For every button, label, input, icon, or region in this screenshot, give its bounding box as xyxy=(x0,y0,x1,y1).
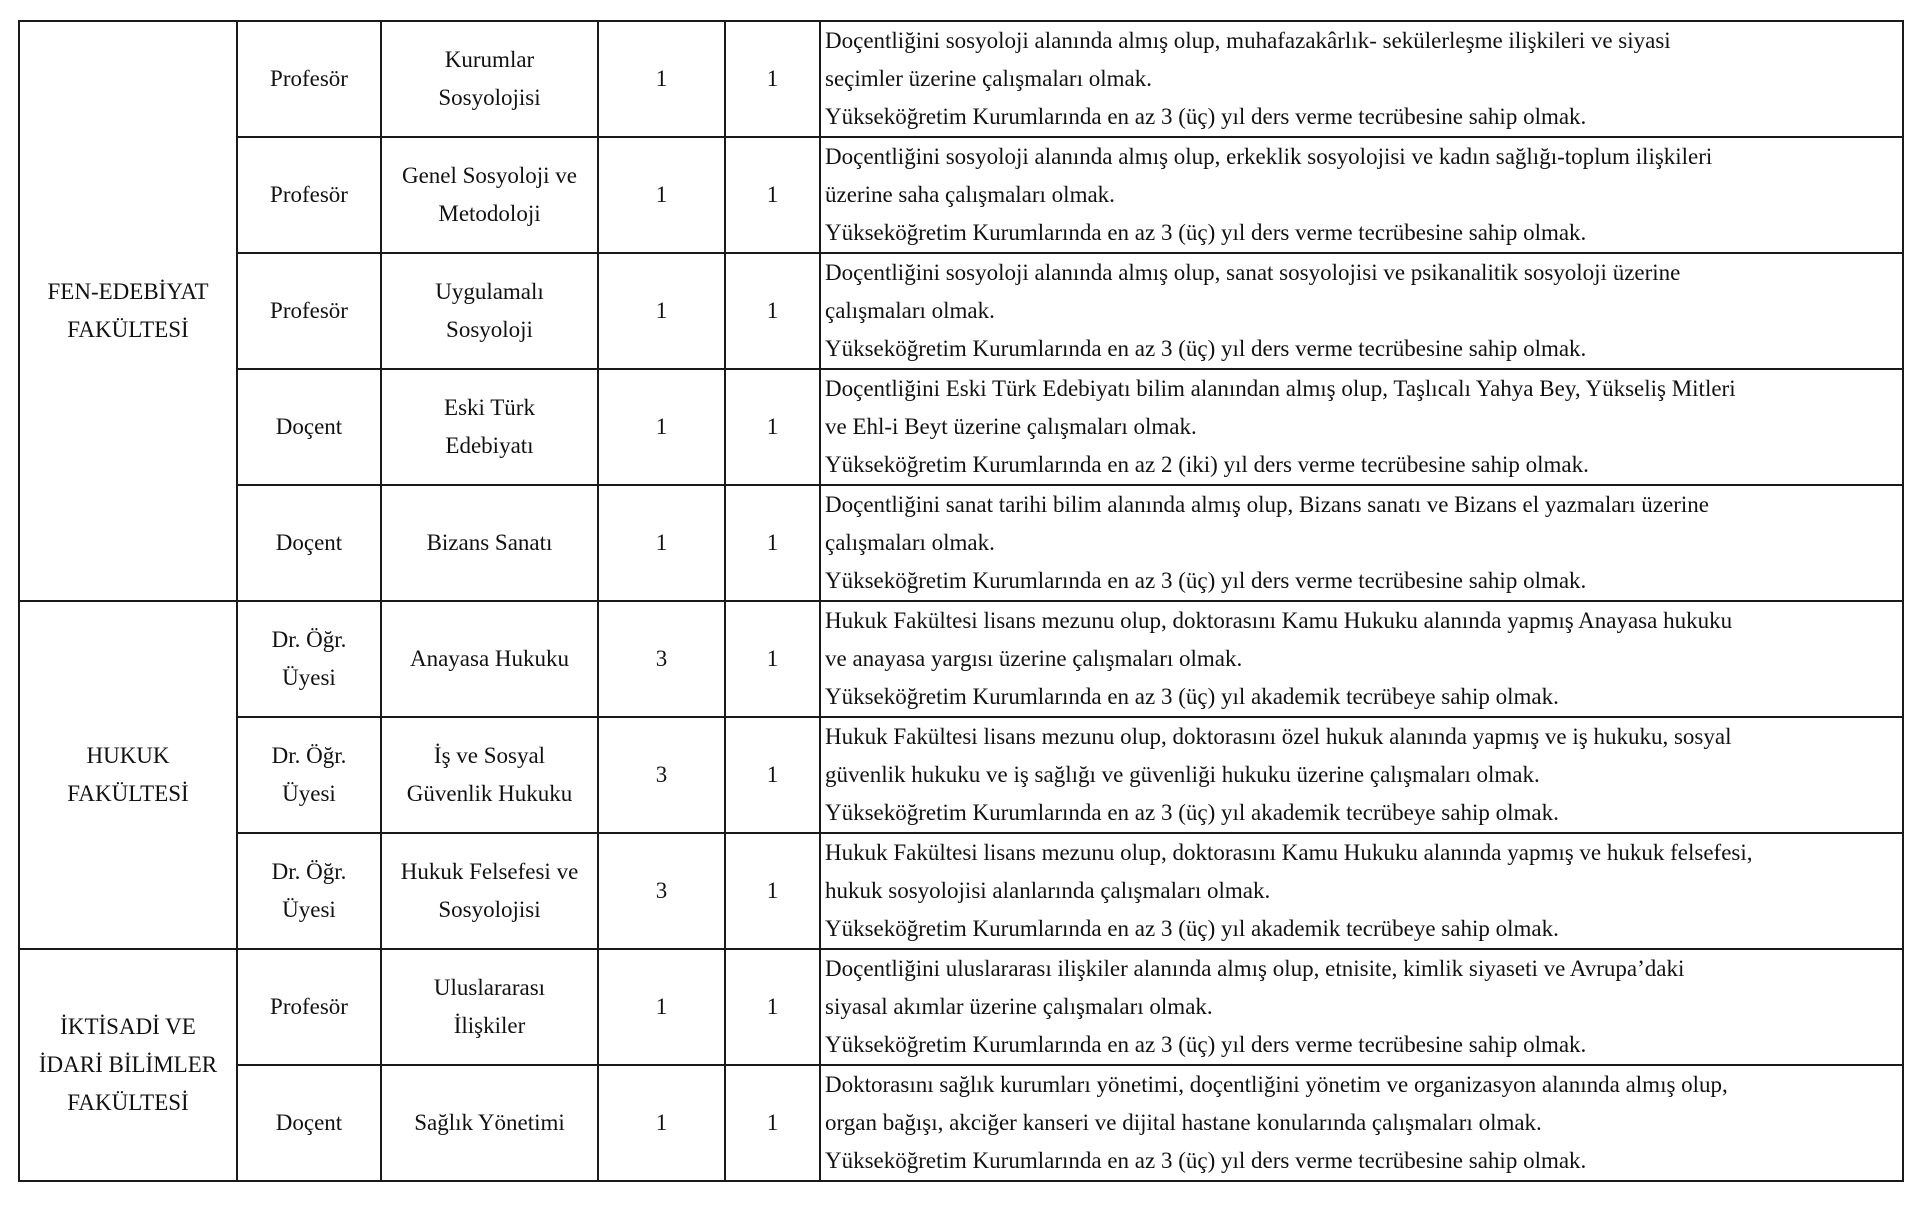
requirement-line: Doçentliğini sosyoloji alanında almış olup, muhafazakârlık- sekülerleşme ilişkileri ve siyasi xyxy=(825,28,1671,53)
academic-title-cell xyxy=(237,21,381,137)
position-row xyxy=(19,1065,1903,1181)
requirement-line: Yükseköğretim Kurumlarında en az 3 (üç) yıl akademik tecrübeye sahip olmak. xyxy=(825,800,1559,825)
requirements-cell xyxy=(820,369,1903,485)
academic-title-line: Doçent xyxy=(275,414,343,439)
academic-title-cell xyxy=(237,717,381,833)
count-cell-b: 1 xyxy=(725,717,820,833)
department-cell xyxy=(381,601,598,717)
faculty-positions-table xyxy=(18,20,1904,1182)
department-line: İlişkiler xyxy=(453,1013,526,1038)
position-row xyxy=(19,21,1903,137)
requirements-cell xyxy=(820,601,1903,717)
count-cell-a: 1 xyxy=(598,1065,725,1181)
requirements-cell xyxy=(820,1065,1903,1181)
requirement-line: Hukuk Fakültesi lisans mezunu olup, doktorasını Kamu Hukuku alanında yapmış ve hukuk felsefesi, xyxy=(825,840,1753,865)
count-cell-b: 1 xyxy=(725,601,820,717)
position-row xyxy=(19,601,1903,717)
position-row xyxy=(19,485,1903,601)
faculty-name-line: HUKUK xyxy=(86,743,170,768)
faculty-name-line: FAKÜLTESİ xyxy=(67,1090,189,1115)
requirement-line: çalışmaları olmak. xyxy=(825,530,995,555)
position-row xyxy=(19,369,1903,485)
department-line: Eski Türk xyxy=(444,395,535,420)
count-cell-a: 3 xyxy=(598,717,725,833)
academic-title-line: Profesör xyxy=(270,182,348,207)
count-cell-a: 1 xyxy=(598,369,725,485)
requirement-line: çalışmaları olmak. xyxy=(825,298,995,323)
count-cell-b: 1 xyxy=(725,949,820,1065)
academic-title-cell xyxy=(237,253,381,369)
department-cell xyxy=(381,369,598,485)
requirements-cell xyxy=(820,253,1903,369)
position-row xyxy=(19,137,1903,253)
academic-title-line: Profesör xyxy=(270,994,348,1019)
academic-title-line: Dr. Öğr. xyxy=(271,627,347,652)
requirement-line: Doktorasını sağlık kurumları yönetimi, doçentliğini yönetim ve organizasyon alanında almış olup, xyxy=(825,1072,1728,1097)
academic-title-line: Profesör xyxy=(270,298,348,323)
count-cell-b: 1 xyxy=(725,21,820,137)
requirement-line: ve anayasa yargısı üzerine çalışmaları olmak. xyxy=(825,646,1243,671)
position-row xyxy=(19,253,1903,369)
requirement-line: Doçentliğini uluslararası ilişkiler alanında almış olup, etnisite, kimlik siyaseti ve Avrupa’daki xyxy=(825,956,1685,981)
academic-title-cell xyxy=(237,601,381,717)
requirement-line: üzerine saha çalışmaları olmak. xyxy=(825,182,1115,207)
count-cell-a: 1 xyxy=(598,137,725,253)
department-line: Edebiyatı xyxy=(445,433,534,458)
academic-title-line: Doçent xyxy=(275,1110,343,1135)
count-cell-a: 3 xyxy=(598,601,725,717)
requirement-line: Yükseköğretim Kurumlarında en az 3 (üç) yıl ders verme tecrübesine sahip olmak. xyxy=(825,104,1587,129)
department-cell xyxy=(381,717,598,833)
requirements-cell xyxy=(820,137,1903,253)
requirements-cell xyxy=(820,717,1903,833)
faculty-name-cell xyxy=(19,21,237,601)
requirement-line: ve Ehl-i Beyt üzerine çalışmaları olmak. xyxy=(825,414,1197,439)
requirement-line: organ bağışı, akciğer kanseri ve dijital hastane konularında çalışmaları olmak. xyxy=(825,1110,1542,1135)
count-cell-b: 1 xyxy=(725,369,820,485)
department-line: Uygulamalı xyxy=(435,279,544,304)
count-cell-a: 1 xyxy=(598,485,725,601)
academic-title-cell xyxy=(237,949,381,1065)
department-cell xyxy=(381,253,598,369)
requirement-line: Yükseköğretim Kurumlarında en az 3 (üç) yıl ders verme tecrübesine sahip olmak. xyxy=(825,336,1587,361)
department-cell xyxy=(381,833,598,949)
count-cell-b: 1 xyxy=(725,833,820,949)
department-cell xyxy=(381,21,598,137)
academic-title-cell xyxy=(237,137,381,253)
department-line: Sağlık Yönetimi xyxy=(414,1110,565,1135)
department-cell xyxy=(381,485,598,601)
academic-title-cell xyxy=(237,833,381,949)
requirements-cell xyxy=(820,485,1903,601)
requirement-line: Doçentliğini Eski Türk Edebiyatı bilim alanından almış olup, Taşlıcalı Yahya Bey, Yükseliş Mitleri xyxy=(825,376,1736,401)
department-line: Sosyolojisi xyxy=(438,85,541,110)
requirement-line: Hukuk Fakültesi lisans mezunu olup, doktorasını Kamu Hukuku alanında yapmış Anayasa hukuku xyxy=(825,608,1733,633)
department-line: Uluslararası xyxy=(433,975,546,1000)
position-row xyxy=(19,833,1903,949)
requirement-line: Doçentliğini sanat tarihi bilim alanında almış olup, Bizans sanatı ve Bizans el yazmaları üzerine xyxy=(825,492,1709,517)
department-line: Metodoloji xyxy=(438,201,541,226)
academic-title-line: Üyesi xyxy=(282,897,336,922)
faculty-name-line: FAKÜLTESİ xyxy=(67,781,189,806)
faculty-name-cell xyxy=(19,949,237,1181)
position-row xyxy=(19,949,1903,1065)
department-cell xyxy=(381,1065,598,1181)
department-cell xyxy=(381,137,598,253)
count-cell-a: 1 xyxy=(598,253,725,369)
academic-title-line: Üyesi xyxy=(282,665,336,690)
requirements-cell xyxy=(820,949,1903,1065)
department-line: Anayasa Hukuku xyxy=(409,646,570,671)
academic-title-line: Üyesi xyxy=(282,781,336,806)
requirement-line: Doçentliğini sosyoloji alanında almış olup, sanat sosyolojisi ve psikanalitik sosyoloji üzerine xyxy=(825,260,1681,285)
count-cell-b: 1 xyxy=(725,1065,820,1181)
faculty-name-line: İDARİ BİLİMLER xyxy=(38,1052,218,1077)
department-line: Sosyolojisi xyxy=(438,897,541,922)
department-line: Hukuk Felsefesi ve xyxy=(400,859,579,884)
requirement-line: Hukuk Fakültesi lisans mezunu olup, doktorasını özel hukuk alanında yapmış ve iş hukuku, sosyal xyxy=(825,724,1732,749)
requirement-line: Yükseköğretim Kurumlarında en az 3 (üç) yıl akademik tecrübeye sahip olmak. xyxy=(825,684,1559,709)
count-cell-b: 1 xyxy=(725,253,820,369)
academic-title-line: Dr. Öğr. xyxy=(271,859,347,884)
position-row xyxy=(19,717,1903,833)
department-line: Güvenlik Hukuku xyxy=(406,781,573,806)
requirement-line: hukuk sosyolojisi alanlarında çalışmaları olmak. xyxy=(825,878,1271,903)
department-line: İş ve Sosyal xyxy=(433,743,546,768)
department-cell xyxy=(381,949,598,1065)
department-line: Kurumlar xyxy=(444,47,535,72)
faculty-name-cell xyxy=(19,601,237,949)
faculty-name-line: İKTİSADİ VE xyxy=(60,1014,196,1039)
count-cell-a: 1 xyxy=(598,21,725,137)
count-cell-a: 1 xyxy=(598,949,725,1065)
academic-title-cell xyxy=(237,1065,381,1181)
academic-title-cell xyxy=(237,485,381,601)
requirement-line: Yükseköğretim Kurumlarında en az 2 (iki) yıl ders verme tecrübesine sahip olmak. xyxy=(825,452,1589,477)
requirement-line: siyasal akımlar üzerine çalışmaları olmak. xyxy=(825,994,1213,1019)
count-cell-b: 1 xyxy=(725,485,820,601)
department-line: Sosyoloji xyxy=(446,317,533,342)
requirement-line: Yükseköğretim Kurumlarında en az 3 (üç) yıl ders verme tecrübesine sahip olmak. xyxy=(825,568,1587,593)
count-cell-b: 1 xyxy=(725,137,820,253)
academic-title-line: Profesör xyxy=(270,66,348,91)
requirement-line: Yükseköğretim Kurumlarında en az 3 (üç) yıl ders verme tecrübesine sahip olmak. xyxy=(825,1148,1587,1173)
requirement-line: Yükseköğretim Kurumlarında en az 3 (üç) yıl ders verme tecrübesine sahip olmak. xyxy=(825,220,1587,245)
requirement-line: güvenlik hukuku ve iş sağlığı ve güvenliği hukuku üzerine çalışmaları olmak. xyxy=(825,762,1540,787)
requirement-line: seçimler üzerine çalışmaları olmak. xyxy=(825,66,1152,91)
faculty-name-line: FEN-EDEBİYAT xyxy=(47,279,209,304)
requirement-line: Doçentliğini sosyoloji alanında almış olup, erkeklik sosyolojisi ve kadın sağlığı-toplum ilişkileri xyxy=(825,144,1713,169)
requirements-cell xyxy=(820,21,1903,137)
requirement-line: Yükseköğretim Kurumlarında en az 3 (üç) yıl ders verme tecrübesine sahip olmak. xyxy=(825,1032,1587,1057)
department-line: Genel Sosyoloji ve xyxy=(401,163,578,188)
academic-title-line: Dr. Öğr. xyxy=(271,743,347,768)
faculty-name-line: FAKÜLTESİ xyxy=(67,317,189,342)
requirements-cell xyxy=(820,833,1903,949)
academic-title-cell xyxy=(237,369,381,485)
academic-title-line: Doçent xyxy=(275,530,343,555)
department-line: Bizans Sanatı xyxy=(426,530,553,555)
requirement-line: Yükseköğretim Kurumlarında en az 3 (üç) yıl akademik tecrübeye sahip olmak. xyxy=(825,916,1559,941)
count-cell-a: 3 xyxy=(598,833,725,949)
